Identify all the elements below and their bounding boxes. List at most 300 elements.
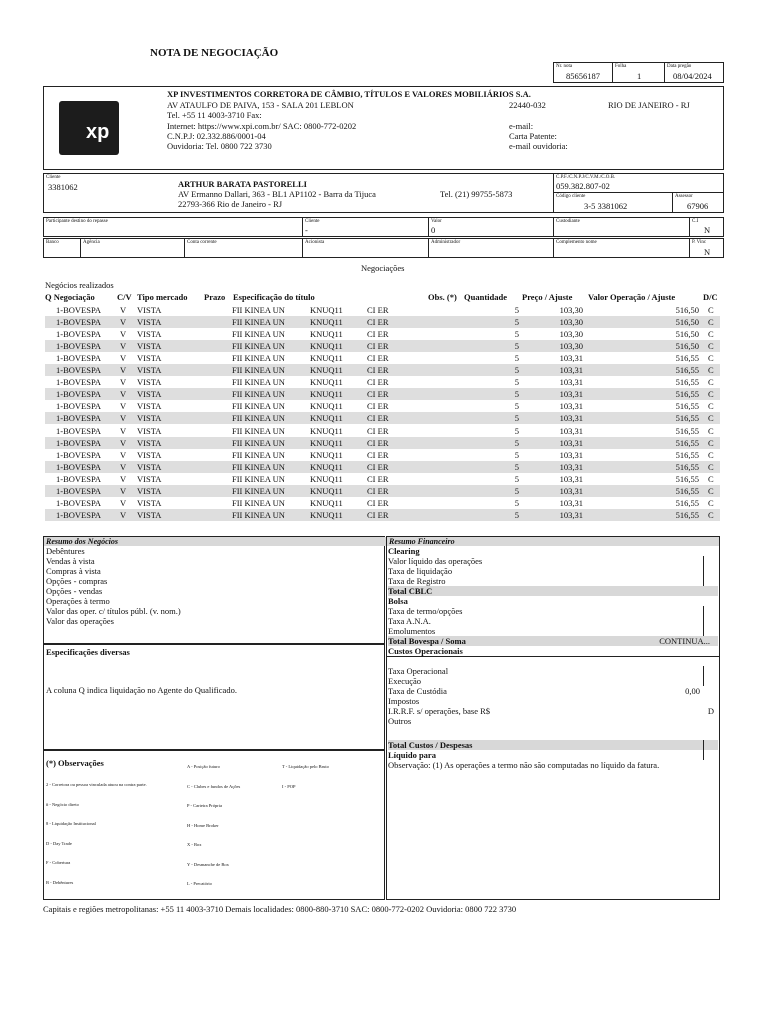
- client-address: AV Ermanno Dallari, 363 - BL1 AP1102 - Barra da Tijuca: [178, 189, 376, 199]
- taxa-liquidacao-label: Taxa de liquidação: [388, 566, 453, 576]
- especificacoes-title: Especificações diversas: [46, 647, 130, 657]
- trade-preco: 103,31: [559, 365, 583, 376]
- trade-cv: V: [120, 425, 127, 436]
- trade-quantidade: 5: [514, 413, 519, 424]
- trade-valor: 516,55: [675, 509, 699, 520]
- trade-dc: C: [708, 449, 714, 460]
- resumo-negocios-title: Resumo dos Negócios: [44, 537, 386, 546]
- trade-negociacao: 1-BOVESPA: [56, 329, 102, 340]
- company-cep: 22440-032: [509, 100, 546, 110]
- observacao-item: P - Carteira Própria: [187, 803, 222, 808]
- trade-valor: 516,55: [675, 401, 699, 412]
- trade-valor: 516,50: [675, 305, 699, 315]
- cpf-label: C.P.F./C.N.P.J/C.V.M./C.O.B.: [556, 175, 616, 180]
- outros-label: Outros: [388, 716, 412, 726]
- trade-dc: C: [708, 401, 714, 412]
- trade-especificacao: FII KINEA UN: [232, 389, 285, 400]
- trade-negociacao: 1-BOVESPA: [56, 461, 102, 472]
- trade-tipo: VISTA: [137, 461, 162, 472]
- trade-ticker: KNUQ11: [310, 425, 343, 436]
- trade-ticker: KNUQ11: [310, 329, 343, 340]
- resumo-financeiro-title: Resumo Financeiro: [387, 537, 719, 546]
- trade-classe: CI ER: [367, 473, 389, 484]
- observacoes-col1: [46, 775, 147, 892]
- resumo-negocios-item: Valor das operações: [46, 616, 114, 626]
- trade-especificacao: FII KINEA UN: [232, 317, 285, 328]
- cliente-code: 3381062: [48, 182, 78, 192]
- trade-dc: C: [708, 389, 714, 400]
- resumo-negocios-item: Opções - vendas: [46, 586, 103, 596]
- trade-quantidade: 5: [514, 437, 519, 448]
- trade-cv: V: [120, 401, 127, 412]
- trade-quantidade: 5: [514, 305, 519, 315]
- client-cep-city: 22793-366 Rio de Janeiro - RJ: [178, 199, 283, 209]
- trade-dc: C: [708, 341, 714, 352]
- observacao-item: X - Box: [187, 842, 202, 847]
- trade-especificacao: FII KINEA UN: [232, 353, 285, 364]
- trade-especificacao: FII KINEA UN: [232, 413, 285, 424]
- complemento-label: Complemento nome: [556, 240, 597, 245]
- trade-cv: V: [120, 437, 127, 448]
- company-carta: Carta Patente:: [509, 131, 557, 141]
- trade-preco: 103,31: [559, 401, 583, 412]
- trade-especificacao: FII KINEA UN: [232, 509, 285, 520]
- data-pregao-box: [664, 62, 724, 83]
- trade-negociacao: 1-BOVESPA: [56, 449, 102, 460]
- taxa-custodia-value: 0,00: [685, 686, 700, 696]
- trade-valor: 516,55: [675, 437, 699, 448]
- trade-cv: V: [120, 449, 127, 460]
- taxa-custodia-label: Taxa de Custódia: [388, 686, 447, 696]
- taxa-termo-label: Taxa de termo/opções: [388, 606, 463, 616]
- pvinc-label: P. Vinc: [692, 240, 707, 245]
- trade-ticker: KNUQ11: [310, 305, 343, 315]
- trade-tipo: VISTA: [137, 389, 162, 400]
- trade-row: [45, 304, 720, 316]
- trade-dc: C: [708, 437, 714, 448]
- trade-quantidade: 5: [514, 473, 519, 484]
- resumo-negocios-item: Valor das oper. c/ títulos públ. (v. nom.): [46, 606, 181, 616]
- trade-tipo: VISTA: [137, 413, 162, 424]
- trade-cv: V: [120, 377, 127, 388]
- trade-row: [45, 509, 720, 521]
- irrf-row: [388, 706, 718, 716]
- trade-especificacao: FII KINEA UN: [232, 365, 285, 376]
- trade-classe: CI ER: [367, 329, 389, 340]
- valor-value: 0: [431, 225, 436, 235]
- trade-row: [45, 473, 720, 485]
- trade-especificacao: FII KINEA UN: [232, 473, 285, 484]
- xp-logo-text: xp: [86, 121, 110, 143]
- trade-ticker: KNUQ11: [310, 401, 343, 412]
- col-tipo: Tipo mercado: [137, 292, 188, 302]
- total-cblc-label: Total CBLC: [388, 586, 718, 596]
- trade-negociacao: 1-BOVESPA: [56, 377, 102, 388]
- trade-cv: V: [120, 341, 127, 352]
- trade-tipo: VISTA: [137, 329, 162, 340]
- trade-cv: V: [120, 509, 127, 520]
- impostos-label: Impostos: [388, 696, 420, 706]
- trade-tipo: VISTA: [137, 449, 162, 460]
- trade-cv: V: [120, 485, 127, 496]
- acionista-label: Acionista: [305, 240, 325, 245]
- trade-dc: C: [708, 317, 714, 328]
- col-preco: Preço / Ajuste: [522, 292, 573, 302]
- trade-row: [45, 316, 720, 328]
- irrf-label: I.R.R.F. s/ operações, base R$: [388, 706, 491, 716]
- trade-row: [45, 425, 720, 437]
- folha-label: Folha: [615, 64, 627, 69]
- trade-preco: 103,31: [559, 485, 583, 496]
- trade-row: [45, 364, 720, 376]
- trade-especificacao: FII KINEA UN: [232, 437, 285, 448]
- trade-row: [45, 400, 720, 412]
- trade-especificacao: FII KINEA UN: [232, 341, 285, 352]
- trade-row: [45, 352, 720, 364]
- trade-negociacao: 1-BOVESPA: [56, 473, 102, 484]
- trade-classe: CI ER: [367, 413, 389, 424]
- trade-cv: V: [120, 329, 127, 340]
- observacao-item: T - Liquidação pelo Bruto: [282, 764, 329, 769]
- trade-quantidade: 5: [514, 425, 519, 436]
- cpf-value: 059.382.807-02: [556, 181, 610, 191]
- assessor-value: 67906: [687, 201, 709, 211]
- trade-classe: CI ER: [367, 449, 389, 460]
- agencia-label: Agência: [83, 240, 100, 245]
- trade-ticker: KNUQ11: [310, 341, 343, 352]
- trade-tipo: VISTA: [137, 473, 162, 484]
- trade-row: [45, 376, 720, 388]
- trade-valor: 516,55: [675, 377, 699, 388]
- clearing-label: Clearing: [388, 546, 420, 556]
- trade-negociacao: 1-BOVESPA: [56, 317, 102, 328]
- trade-especificacao: FII KINEA UN: [232, 497, 285, 508]
- info-row-1: [43, 217, 724, 237]
- observacoes-box: [43, 750, 385, 900]
- observacao-item: C - Clubes e fundos de Ações: [187, 783, 241, 789]
- trade-tipo: VISTA: [137, 437, 162, 448]
- trade-classe: CI ER: [367, 341, 389, 352]
- trade-valor: 516,55: [675, 389, 699, 400]
- valor-label: Valor: [431, 219, 442, 224]
- trade-cv: V: [120, 497, 127, 508]
- trade-preco: 103,31: [559, 449, 583, 460]
- col-dc: D/C: [703, 292, 718, 302]
- resumo-negocios-item: Vendas à vista: [46, 556, 95, 566]
- trade-valor: 516,55: [675, 485, 699, 496]
- trade-ticker: KNUQ11: [310, 461, 343, 472]
- col-prazo: Prazo: [204, 292, 226, 302]
- trade-dc: C: [708, 365, 714, 376]
- especificacoes-text: A coluna Q indica liquidação no Agente do Qualificado.: [46, 685, 237, 695]
- trade-classe: CI ER: [367, 485, 389, 496]
- trade-especificacao: FII KINEA UN: [232, 305, 285, 315]
- trade-preco: 103,30: [559, 329, 583, 340]
- trade-ticker: KNUQ11: [310, 377, 343, 388]
- company-email-ouvidoria: e-mail ouvidoria:: [509, 141, 568, 151]
- trade-valor: 516,50: [675, 329, 699, 340]
- codigo-label: Código cliente: [556, 194, 586, 199]
- trade-dc: C: [708, 485, 714, 496]
- trade-negociacao: 1-BOVESPA: [56, 401, 102, 412]
- observacao-item: I - POP: [282, 783, 296, 789]
- observacao-item: L - Precatório: [187, 881, 212, 886]
- trade-cv: V: [120, 389, 127, 400]
- cliente-repasse-label: Cliente: [305, 219, 320, 224]
- trade-ticker: KNUQ11: [310, 485, 343, 496]
- ci-value: N: [704, 225, 711, 235]
- trade-ticker: KNUQ11: [310, 509, 343, 520]
- trade-row: [45, 449, 720, 461]
- trade-tipo: VISTA: [137, 305, 162, 315]
- trade-ticker: KNUQ11: [310, 497, 343, 508]
- observacao-text: Observação: (1) As operações a termo não são computadas no líquido da fatura.: [388, 760, 660, 770]
- administrador-label: Administrador: [431, 240, 461, 245]
- trade-negociacao: 1-BOVESPA: [56, 305, 102, 315]
- trade-negociacao: 1-BOVESPA: [56, 365, 102, 376]
- trade-dc: C: [708, 377, 714, 388]
- trade-especificacao: FII KINEA UN: [232, 377, 285, 388]
- trade-valor: 516,55: [675, 365, 699, 376]
- col-q-neg: Q Negociação: [45, 292, 95, 302]
- trade-cv: V: [120, 353, 127, 364]
- total-bovespa-label: Total Bovespa / Soma: [388, 636, 466, 646]
- trade-dc: C: [708, 461, 714, 472]
- observacoes-col2: [187, 757, 240, 894]
- company-internet: Internet: https://www.xpi.com.br/ SAC: 0800-772-0202: [167, 121, 357, 131]
- trade-classe: CI ER: [367, 365, 389, 376]
- trade-ticker: KNUQ11: [310, 353, 343, 364]
- custos-title: Custos Operacionais: [388, 646, 463, 656]
- trade-cv: V: [120, 461, 127, 472]
- irrf-dc: D: [707, 706, 714, 716]
- execucao-label: Execução: [388, 676, 422, 686]
- trade-cv: V: [120, 317, 127, 328]
- trade-valor: 516,55: [675, 425, 699, 436]
- trade-dc: C: [708, 329, 714, 340]
- trade-valor: 516,55: [675, 473, 699, 484]
- ci-label: C.I: [692, 219, 699, 224]
- trade-preco: 103,31: [559, 461, 583, 472]
- trade-negociacao: 1-BOVESPA: [56, 509, 102, 520]
- company-email: e-mail:: [509, 121, 534, 131]
- trade-especificacao: FII KINEA UN: [232, 329, 285, 340]
- company-name: XP INVESTIMENTOS CORRETORA DE CÂMBIO, TÍTULOS E VALORES MOBILIÁRIOS S.A.: [167, 89, 531, 99]
- trade-tipo: VISTA: [137, 485, 162, 496]
- trade-quantidade: 5: [514, 317, 519, 328]
- trade-valor: 516,55: [675, 413, 699, 424]
- company-box: [43, 86, 724, 170]
- trade-dc: C: [708, 305, 714, 315]
- trade-preco: 103,31: [559, 413, 583, 424]
- trade-especificacao: FII KINEA UN: [232, 449, 285, 460]
- trade-classe: CI ER: [367, 377, 389, 388]
- trade-preco: 103,31: [559, 353, 583, 364]
- trade-row: [45, 388, 720, 400]
- trade-valor: 516,50: [675, 341, 699, 352]
- trade-valor: 516,55: [675, 461, 699, 472]
- trade-row: [45, 485, 720, 497]
- trade-quantidade: 5: [514, 365, 519, 376]
- banco-label: Banco: [46, 240, 59, 245]
- total-bovespa-row: [388, 636, 718, 646]
- trade-especificacao: FII KINEA UN: [232, 485, 285, 496]
- trade-row: [45, 412, 720, 424]
- trade-tipo: VISTA: [137, 401, 162, 412]
- trade-quantidade: 5: [514, 461, 519, 472]
- cliente-repasse-value: -: [305, 225, 308, 235]
- trade-cv: V: [120, 473, 127, 484]
- trade-preco: 103,30: [559, 317, 583, 328]
- trade-tipo: VISTA: [137, 377, 162, 388]
- trade-cv: V: [120, 305, 127, 315]
- col-obs: Obs. (*): [428, 292, 457, 302]
- trade-tipo: VISTA: [137, 497, 162, 508]
- col-valor: Valor Operação / Ajuste: [588, 292, 676, 302]
- trade-classe: CI ER: [367, 401, 389, 412]
- trade-negociacao: 1-BOVESPA: [56, 425, 102, 436]
- trade-negociacao: 1-BOVESPA: [56, 437, 102, 448]
- trade-quantidade: 5: [514, 329, 519, 340]
- trade-negociacao: 1-BOVESPA: [56, 485, 102, 496]
- trade-preco: 103,30: [559, 341, 583, 352]
- trade-classe: CI ER: [367, 317, 389, 328]
- trade-ticker: KNUQ11: [310, 437, 343, 448]
- page-title: NOTA DE NEGOCIAÇÃO: [150, 47, 279, 59]
- col-qtd: Quantidade: [464, 292, 507, 302]
- folha-box: [612, 62, 665, 83]
- emolumentos-label: Emolumentos: [388, 626, 436, 636]
- data-pregao-label: Data pregão: [667, 64, 692, 69]
- trades-header: [45, 291, 720, 303]
- trade-valor: 516,55: [675, 449, 699, 460]
- taxa-registro-label: Taxa de Registro: [388, 576, 446, 586]
- trade-quantidade: 5: [514, 509, 519, 520]
- observacao-item: D - Day Trade: [46, 840, 72, 846]
- observacao-item: # - Negócio direto: [46, 801, 79, 807]
- trade-preco: 103,31: [559, 473, 583, 484]
- trade-negociacao: 1-BOVESPA: [56, 389, 102, 400]
- assessor-label: Assessor: [675, 194, 693, 199]
- trade-quantidade: 5: [514, 449, 519, 460]
- resumo-negocios-item: Opções - compras: [46, 576, 108, 586]
- trade-row: [45, 328, 720, 340]
- trade-classe: CI ER: [367, 353, 389, 364]
- resumo-negocios-item: Operações à termo: [46, 596, 110, 606]
- trade-preco: 103,31: [559, 497, 583, 508]
- taxa-custodia-row: [388, 686, 718, 696]
- trade-classe: CI ER: [367, 389, 389, 400]
- observacao-item: F - Cobertura: [46, 860, 71, 865]
- nr-nota-value: 85656187: [566, 71, 600, 81]
- trade-quantidade: 5: [514, 341, 519, 352]
- xp-logo: [59, 101, 119, 155]
- trade-dc: C: [708, 353, 714, 364]
- client-name: ARTHUR BARATA PASTORELLI: [178, 179, 307, 189]
- trade-preco: 103,31: [559, 509, 583, 520]
- trade-quantidade: 5: [514, 497, 519, 508]
- trade-tipo: VISTA: [137, 425, 162, 436]
- trade-preco: 103,31: [559, 377, 583, 388]
- trade-preco: 103,31: [559, 389, 583, 400]
- info-row-2: [43, 238, 724, 258]
- col-espec: Especificação do título: [233, 292, 315, 302]
- trade-negociacao: 1-BOVESPA: [56, 353, 102, 364]
- trade-valor: 516,55: [675, 497, 699, 508]
- observacoes-title: (*) Observações: [46, 758, 104, 768]
- nr-nota-label: Nr. nota: [556, 64, 573, 69]
- client-box: [43, 173, 724, 213]
- trade-row: [45, 437, 720, 449]
- company-ouvidoria: Ouvidoria: Tel. 0800 722 3730: [167, 141, 272, 151]
- pvinc-value: N: [704, 247, 711, 257]
- trade-quantidade: 5: [514, 353, 519, 364]
- continua-label: CONTINUA...: [659, 636, 710, 646]
- company-city: RIO DE JANEIRO - RJ: [608, 100, 690, 110]
- data-pregao-value: 08/04/2024: [673, 71, 712, 81]
- trade-valor: 516,55: [675, 353, 699, 364]
- observacao-item: 2 - Corretora ou pessoa vinculada atuou na contra parte.: [46, 782, 147, 787]
- resumo-negocios-item: Debêntures: [46, 546, 85, 556]
- trade-tipo: VISTA: [137, 365, 162, 376]
- observacao-item: B - Debêntures: [46, 879, 74, 885]
- trade-dc: C: [708, 509, 714, 520]
- client-tel: Tel. (21) 99755-5873: [440, 189, 513, 199]
- especificacoes-box: [43, 644, 385, 750]
- nr-nota-box: [553, 62, 613, 83]
- trade-ticker: KNUQ11: [310, 365, 343, 376]
- trade-cv: V: [120, 365, 127, 376]
- trade-dc: C: [708, 425, 714, 436]
- trade-especificacao: FII KINEA UN: [232, 401, 285, 412]
- taxa-operacional-label: Taxa Operacional: [388, 666, 449, 676]
- company-address: AV ATAULFO DE PAIVA, 153 - SALA 201 LEBLON: [167, 100, 354, 110]
- trade-quantidade: 5: [514, 389, 519, 400]
- observacao-item: H - Home Broker: [187, 822, 219, 828]
- trade-tipo: VISTA: [137, 353, 162, 364]
- trade-classe: CI ER: [367, 461, 389, 472]
- section-negociacoes: Negociações: [361, 263, 405, 273]
- observacao-item: 8 - Liquidação Institucional: [46, 821, 96, 826]
- trade-especificacao: FII KINEA UN: [232, 461, 285, 472]
- trades-title: Negócios realizados: [45, 280, 114, 290]
- observacao-item: Y - Desmanche de Box: [187, 861, 229, 867]
- observacoes-col3: [282, 757, 329, 796]
- participante-label: Participante destino do repasse: [46, 219, 108, 224]
- trade-classe: CI ER: [367, 497, 389, 508]
- trade-dc: C: [708, 413, 714, 424]
- trade-especificacao: FII KINEA UN: [232, 425, 285, 436]
- conta-label: Conta corrente: [187, 240, 217, 245]
- custodiante-label: Custodiante: [556, 219, 580, 224]
- observacao-item: A - Posição futuro: [187, 764, 220, 769]
- trade-classe: CI ER: [367, 425, 389, 436]
- footer-contacts: Capitais e regiões metropolitanas: +55 11 4003-3710 Demais localidades: 0800-880-3710 SAC: 0800-772-0202 Ouvidoria: 0800 722 3730: [43, 904, 517, 914]
- trade-quantidade: 5: [514, 377, 519, 388]
- trade-row: [45, 340, 720, 352]
- valor-liquido-label: Valor líquido das operações: [388, 556, 483, 566]
- trade-ticker: KNUQ11: [310, 317, 343, 328]
- trade-cv: V: [120, 413, 127, 424]
- trade-dc: C: [708, 497, 714, 508]
- trade-classe: CI ER: [367, 509, 389, 520]
- resumo-negocios-items: [46, 546, 181, 626]
- trade-row: [45, 461, 720, 473]
- trade-ticker: KNUQ11: [310, 389, 343, 400]
- trade-tipo: VISTA: [137, 341, 162, 352]
- resumo-negocios-box: [43, 536, 385, 644]
- trade-negociacao: 1-BOVESPA: [56, 497, 102, 508]
